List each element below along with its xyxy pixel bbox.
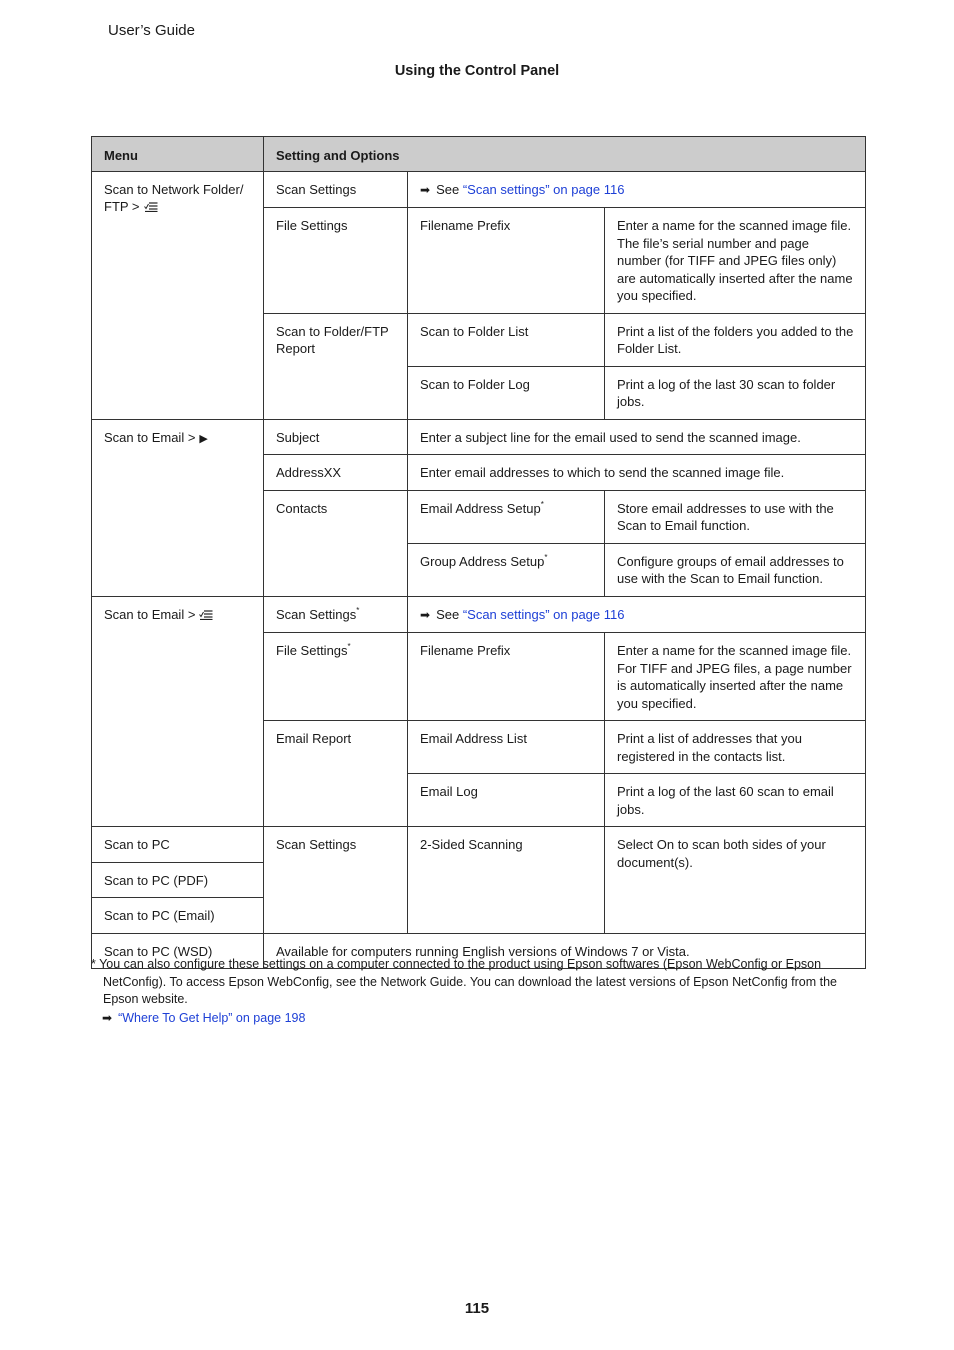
menu-cell-scan-to-pc-wsd: Scan to PC (WSD) — [92, 933, 264, 969]
menu-cell-scan-to-email-list — [92, 596, 264, 827]
table-row — [92, 827, 866, 863]
menu-column-header: Menu — [92, 137, 264, 172]
menu-label: Scan to Email > — [104, 606, 196, 622]
arrow-right-icon: ➡ — [420, 182, 431, 197]
setting-cell: Contacts — [264, 490, 408, 596]
description-cell: Enter a subject line for the email used to send the scanned image. — [408, 419, 866, 455]
description-cell: Enter email addresses to which to send the scanned image file. — [408, 455, 866, 491]
setting-cell: Scan Settings — [264, 171, 408, 208]
description-cell: Print a log of the last 60 scan to email jobs. — [605, 774, 866, 827]
footnote-text: * You can also configure these settings on a computer connected to the product using Epson softwares (Epson WebConfig or Epson NetConfig). To access Epson WebConfig, see the Network Guide. You can download the latest versions of Epson NetConfig from the Epson website. — [91, 957, 837, 1006]
page-number: 115 — [464, 1300, 490, 1317]
setting-label: Scan Settings — [276, 606, 357, 622]
setting-cell: Scan to Folder/FTP Report — [264, 313, 408, 419]
description-cell: Available for computers running English versions of Windows 7 or Vista. — [264, 933, 866, 969]
section-title: Using the Control Panel — [394, 63, 560, 79]
option-cell: Filename Prefix — [408, 633, 605, 721]
options-column-header: Setting and Options — [264, 137, 866, 172]
setting-label: File Settings — [276, 643, 348, 658]
option-label: Group Address Setup — [420, 553, 545, 569]
table-header-row — [92, 137, 866, 172]
description-cell: Print a log of the last 30 scan to folder jobs. — [605, 366, 866, 419]
setting-cell: File Settings — [264, 208, 408, 314]
menu-cell-network-folder — [92, 171, 264, 419]
footnote — [91, 956, 865, 1027]
play-icon: ▶ — [199, 432, 208, 445]
description-cell: Enter a name for the scanned image file. For TIFF and JPEG files, a page number is automatically inserted after the name you specified. — [605, 633, 866, 721]
see-label: See — [436, 606, 460, 622]
asterisk: * — [540, 499, 544, 509]
footnote-reference — [102, 1010, 865, 1028]
description-cell: Store email addresses to use with the Scan to Email function. — [605, 490, 866, 543]
option-cell: 2-Sided Scanning — [408, 827, 605, 934]
see-label: See — [436, 181, 460, 197]
option-cell — [408, 543, 605, 596]
description-cell: Print a list of the folders you added to the Folder List. — [605, 313, 866, 366]
description-cell: Configure groups of email addresses to use with the Scan to Email function. — [605, 543, 866, 596]
option-cell: Email Address List — [408, 721, 605, 774]
asterisk: * — [347, 642, 351, 651]
table-row — [92, 596, 866, 633]
menu-cell-scan-to-pc: Scan to PC — [92, 827, 264, 863]
option-cell — [408, 490, 605, 543]
option-cell: Scan to Folder List — [408, 313, 605, 366]
where-to-get-help-link[interactable]: “Where To Get Help” on page 198 — [118, 1010, 306, 1025]
scan-settings-link[interactable]: “Scan settings” on page 116 — [462, 606, 625, 622]
asterisk: * — [356, 605, 360, 615]
running-header: User’s Guide — [108, 22, 195, 39]
see-reference-cell — [408, 596, 866, 633]
menu-table — [91, 136, 866, 969]
menu-cell-scan-to-pc-pdf: Scan to PC (PDF) — [92, 862, 264, 898]
scan-settings-link[interactable]: “Scan settings” on page 116 — [462, 181, 625, 197]
description-cell: Select On to scan both sides of your document(s). — [605, 827, 866, 934]
setting-cell: Scan Settings — [264, 827, 408, 934]
option-label: Email Address Setup — [420, 500, 541, 516]
arrow-right-icon: ➡ — [420, 607, 431, 622]
list-menu-icon — [144, 199, 158, 217]
setting-cell — [264, 596, 408, 633]
arrow-right-icon: ➡ — [102, 1010, 113, 1025]
menu-label: Scan to Network Folder/ FTP > — [104, 181, 244, 214]
description-cell: Enter a name for the scanned image file. The file’s serial number and page number (for TIFF and JPEG files only) are automatically inserted after the name you specified. — [605, 208, 866, 314]
menu-cell-scan-to-email-play — [92, 419, 264, 596]
setting-cell: Email Report — [264, 721, 408, 827]
see-reference-cell — [408, 171, 866, 208]
setting-cell — [264, 633, 408, 721]
option-cell: Email Log — [408, 774, 605, 827]
menu-cell-scan-to-pc-email: Scan to PC (Email) — [92, 898, 264, 934]
table-row — [92, 171, 866, 208]
asterisk: * — [544, 552, 548, 562]
setting-cell: Subject — [264, 419, 408, 455]
setting-cell: AddressXX — [264, 455, 408, 491]
table-row — [92, 419, 866, 455]
description-cell: Print a list of addresses that you registered in the contacts list. — [605, 721, 866, 774]
option-cell: Filename Prefix — [408, 208, 605, 314]
option-cell: Scan to Folder Log — [408, 366, 605, 419]
list-menu-icon — [199, 607, 213, 625]
menu-label: Scan to Email > — [104, 429, 196, 445]
